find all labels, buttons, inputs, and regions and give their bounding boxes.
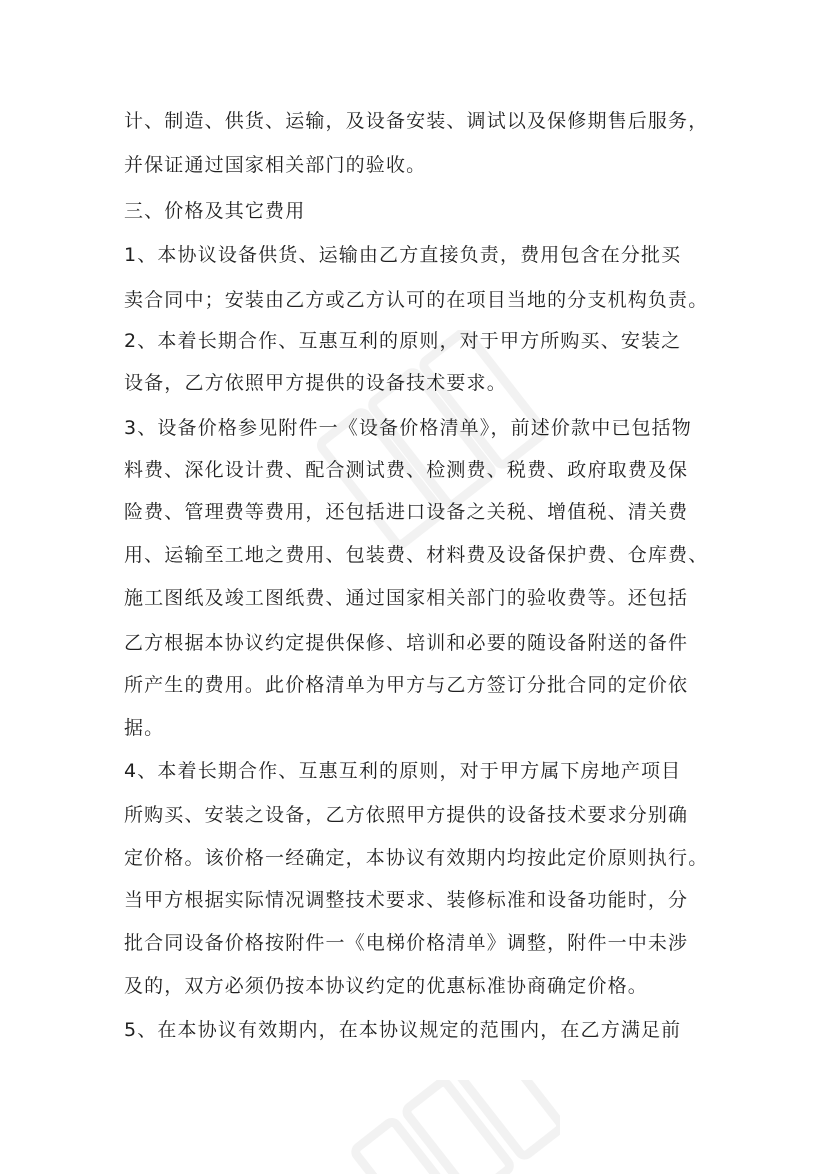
text-line-18: 定价格。该价格一经确定，本协议有效期内均按此定价原则执行。 [124, 847, 709, 869]
text-line-4: 1、本协议设备供货、运输由乙方直接负责，费用包含在分批买 [124, 244, 682, 266]
text-line-12: 施工图纸及竣工图纸费、通过国家相关部门的验收费等。还包括 [124, 587, 689, 609]
text-line-8: 3、设备价格参见附件一《设备价格清单》，前述价款中已包括物 [124, 417, 692, 439]
text-line-19: 当甲方根据实际情况调整技术要求、装修标准和设备功能时，分 [124, 889, 689, 911]
text-line-9: 料费、深化设计费、配合测试费、检测费、税费、政府取费及保 [124, 459, 689, 481]
text-line-11: 用、运输至工地之费用、包装费、材料费及设备保护费、仓库费、 [124, 544, 709, 566]
text-line-13: 乙方根据本协议约定提供保修、培训和必要的随设备附送的备件 [124, 632, 689, 654]
watermark-stamp-icon-bottom [330, 1080, 560, 1174]
text-line-5: 卖合同中；安装由乙方或乙方认可的在项目当地的分支机构负责。 [124, 289, 709, 311]
text-line-17: 所购买、安装之设备，乙方依照甲方提供的设备技术要求分别确 [124, 804, 689, 826]
text-line-1: 计、制造、供货、运输，及设备安装、调试以及保修期售后服务， [124, 110, 709, 132]
text-line-15: 据。 [124, 717, 165, 739]
section-heading: 三、价格及其它费用 [124, 200, 306, 222]
text-line-22: 5、在本协议有效期内，在本协议规定的范围内，在乙方满足前 [124, 1019, 682, 1041]
text-line-6: 2、本着长期合作、互惠互利的原则，对于甲方所购买、安装之 [124, 330, 682, 352]
text-line-7: 设备，乙方依照甲方提供的设备技术要求。 [124, 372, 507, 394]
text-line-10: 险费、管理费等费用，还包括进口设备之关税、增值税、清关费 [124, 501, 689, 523]
text-line-16: 4、本着长期合作、互惠互利的原则，对于甲方属下房地产项目 [124, 760, 682, 782]
text-line-14: 所产生的费用。此价格清单为甲方与乙方签订分批合同的定价依 [124, 674, 689, 696]
text-line-20: 批合同设备价格按附件一《电梯价格清单》调整，附件一中未涉 [124, 932, 689, 954]
text-line-21: 及的，双方必须仍按本协议约定的优惠标准协商确定价格。 [124, 975, 648, 997]
text-line-2: 并保证通过国家相关部门的验收。 [124, 154, 427, 176]
